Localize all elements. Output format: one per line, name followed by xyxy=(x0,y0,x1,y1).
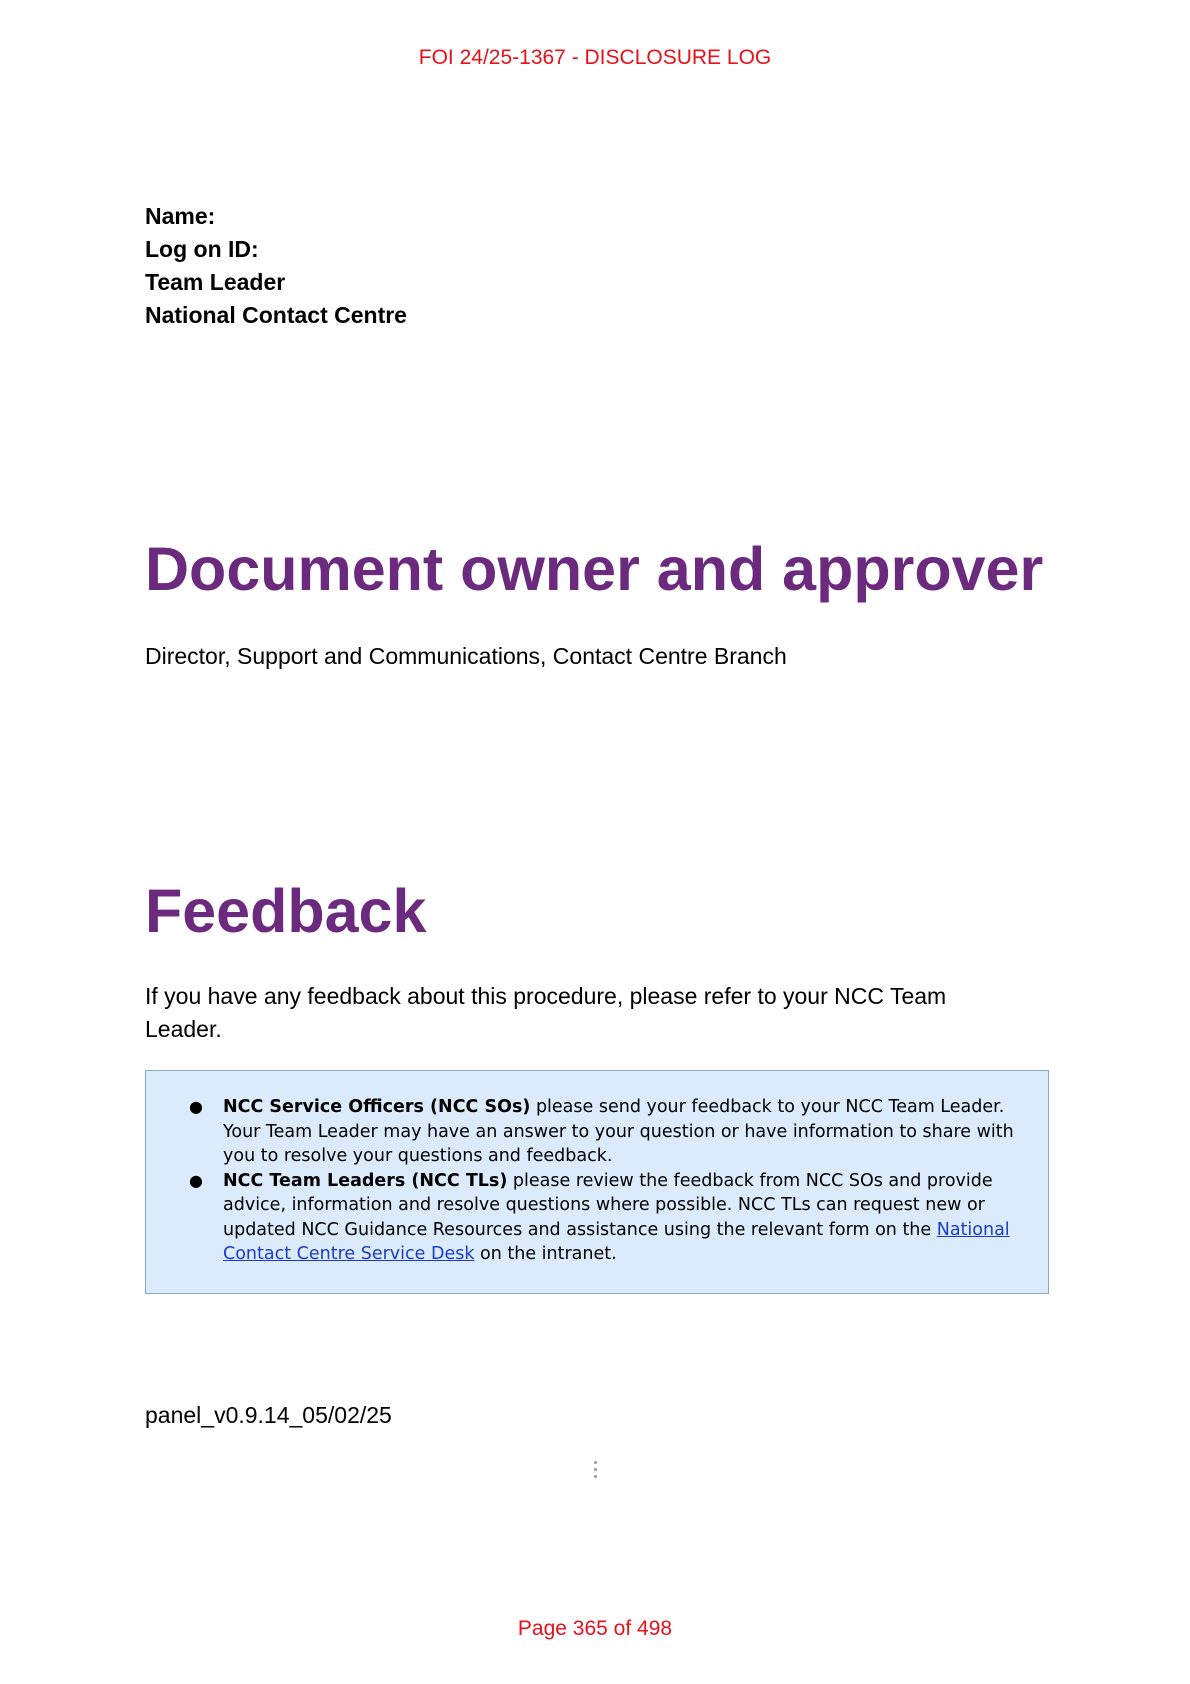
item-text-after: on the intranet. xyxy=(474,1244,617,1264)
owner-heading: Document owner and approver xyxy=(145,535,1044,603)
name-label: Name: xyxy=(145,203,216,229)
list-item xyxy=(189,1169,1023,1267)
page-number: Page 365 of 498 xyxy=(517,1617,673,1640)
feedback-info-box xyxy=(145,1070,1049,1294)
identity-block xyxy=(145,200,407,332)
bullet-icon: ● xyxy=(189,1097,203,1116)
list-item xyxy=(189,1095,1023,1169)
role-label: Team Leader xyxy=(145,269,286,295)
item-text: please send your feedback to your NCC Team Leader. Your Team Leader may have an answer to your question or have information to share with you to resolve your questions and feedback. xyxy=(223,1097,1014,1166)
unit-label: National Contact Centre xyxy=(145,302,407,328)
item-text: please review the feedback from NCC SOs and provide advice, information and resolve questions where possible. NCC TLs can request new or updated NCC Guidance Resources and assistance using the relevant form on the xyxy=(223,1170,993,1240)
feedback-list xyxy=(189,1095,1023,1267)
bullet-icon: ● xyxy=(189,1170,203,1190)
item-bold-label: NCC Service Officers (NCC SOs) xyxy=(223,1097,531,1117)
logon-id-label: Log on ID: xyxy=(145,236,259,262)
version-label: panel_v0.9.14_05/02/25 xyxy=(145,1402,392,1428)
item-bold-label: NCC Team Leaders (NCC TLs) xyxy=(223,1170,508,1191)
feedback-heading: Feedback xyxy=(145,877,427,945)
owner-text: Director, Support and Communications, Contact Centre Branch xyxy=(145,643,787,669)
service-desk-link[interactable]: National Contact Centre Service Desk xyxy=(223,1219,1010,1264)
more-vertical-icon xyxy=(594,1461,598,1478)
disclosure-log-header: FOI 24/25-1367 - DISCLOSURE LOG xyxy=(418,46,772,69)
feedback-intro: If you have any feedback about this procedure, please refer to your NCC Team Leader. xyxy=(145,983,947,1042)
